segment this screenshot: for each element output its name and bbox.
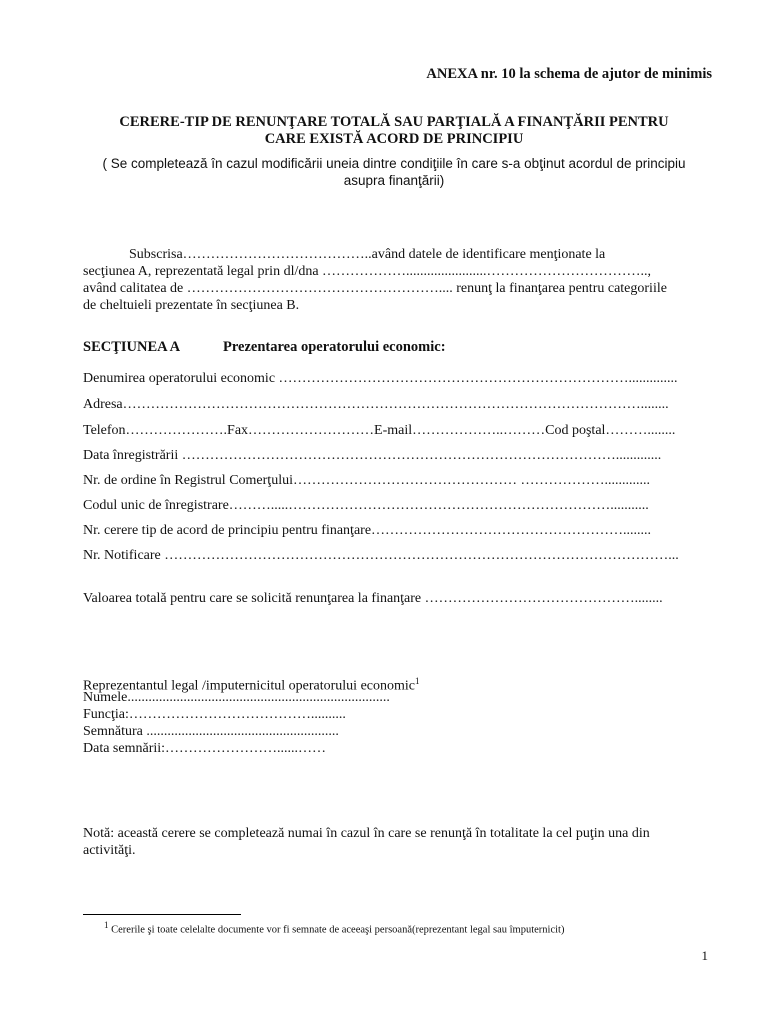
field-unique-registration-code[interactable]: Codul unic de înregistrare……….....……………………………………………………………........... — [83, 498, 649, 513]
representative-date-field[interactable]: Data semnării:……………………......…… — [83, 741, 327, 756]
section-a-heading — [83, 339, 446, 356]
footnote-separator — [83, 914, 241, 915]
intro-line-2: secţiunea A, reprezentată legal prin dl/dna ……………….......................…………………………….., — [83, 264, 652, 279]
field-total-value[interactable]: Valoarea totală pentru care se solicită renunţarea la finanţare ………………………………………........ — [83, 591, 663, 606]
field-registration-date[interactable]: Data înregistrării …………………………………………………………………………………............. — [83, 448, 662, 463]
field-trade-register-number[interactable]: Nr. de ordine în Registrul Comerţului………………………………………… ………………............. — [83, 473, 650, 488]
section-a-label: SECŢIUNEA A — [83, 339, 181, 355]
footnote-mark: 1 — [104, 920, 109, 930]
page-number: 1 — [701, 948, 708, 963]
document-subtitle — [70, 155, 718, 189]
footnote-ref: 1 — [415, 676, 420, 686]
title-line-2: CARE EXISTĂ ACORD DE PRINCIPIU — [264, 131, 524, 147]
representative-signature-field[interactable]: Semnătura ....................................................... — [83, 724, 339, 739]
subtitle-line-2: asupra finanţării) — [343, 173, 445, 188]
title-line-1: CERERE-TIP DE RENUNŢARE TOTALĂ SAU PARŢIALĂ A FINANŢĂRII PENTRU — [119, 114, 669, 130]
field-contact[interactable]: Telefon………………….Fax………………………E-mail………………..………Cod poştal………........ — [83, 423, 676, 438]
representative-function-field[interactable]: Funcţia:………………………………….......... — [83, 707, 346, 722]
footnote-text: Cererile şi toate celelalte documente vor fi semnate de aceeaşi persoană(reprezentant legal sau împuternicit) — [108, 924, 565, 936]
intro-line-1: Subscrisa…………………………………..având datele de identificare menţionate la — [129, 247, 606, 262]
note-line-1: Notă: această cerere se completează numai în cazul în care se renunţă în totalitate la cel puţin una din — [83, 826, 650, 841]
footnote — [104, 920, 564, 936]
field-notification-number[interactable]: Nr. Notificare ………………………………………………………………………………………………... — [83, 548, 679, 563]
section-a-description: Prezentarea operatorului economic: — [223, 339, 446, 355]
subtitle-line-1: ( Se completează în cazul modificării uneia dintre condiţiile în care s-a obţinut acordul de principiu — [102, 156, 686, 171]
intro-line-3: având calitatea de ……………………………………………….... renunţ la finanţarea pentru categoriile — [83, 281, 667, 296]
representative-name-field[interactable]: Numele........................................................................... — [83, 690, 390, 705]
annex-heading: ANEXA nr. 10 la schema de ajutor de minimis — [426, 66, 712, 82]
intro-paragraph — [83, 246, 711, 314]
field-address[interactable]: Adresa…………………………………………………………………………………………………........ — [83, 397, 669, 412]
representative-heading-text: Reprezentantul legal /imputernicitul operatorului economic — [83, 678, 415, 694]
field-agreement-request-number[interactable]: Nr. cerere tip de acord de principiu pentru finanţare………………………………………………........ — [83, 523, 652, 538]
field-company-name[interactable]: Denumirea operatorului economic ………………………………………………………………….............. — [83, 371, 678, 386]
note-line-2: activităţi. — [83, 843, 136, 858]
intro-line-4: de cheltuieli prezentate în secţiunea B. — [83, 298, 300, 313]
note-paragraph — [83, 825, 711, 859]
document-title — [84, 114, 704, 148]
